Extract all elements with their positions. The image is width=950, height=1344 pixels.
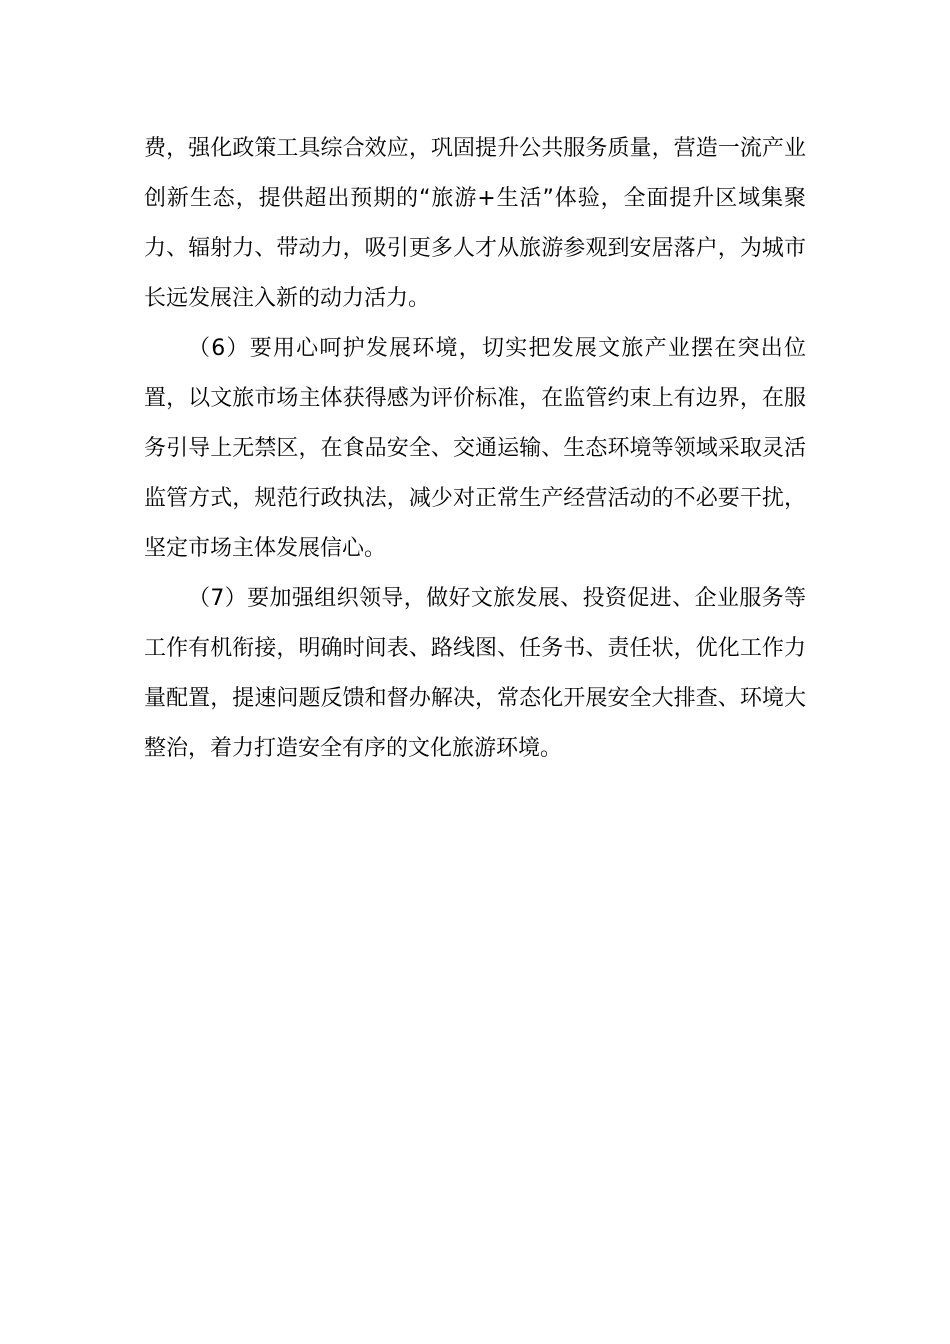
document-body (144, 124, 806, 774)
paragraph-item-7: （7）要加强组织领导，做好文旅发展、投资促进、企业服务等工作有机衔接，明确时间表、路线图、任务书、责任状，优化工作力量配置，提速问题反馈和督办解决，常态化开展安全大排查、环境大整治，着力打造安全有序的文化旅游环境。 (144, 586, 806, 761)
paragraph-item-6: （6）要用心呵护发展环境，切实把发展文旅产业摆在突出位置，以文旅市场主体获得感为评价标准，在监管约束上有边界，在服务引导上无禁区，在食品安全、交通运输、生态环境等领域采取灵活监管方式，规范行政执法，减少对正常生产经营活动的不必要干扰，坚定市场主体发展信心。 (144, 336, 806, 561)
paragraph-continuation: 费，强化政策工具综合效应，巩固提升公共服务质量，营造一流产业创新生态，提供超出预期的“旅游+生活”体验，全面提升区域集聚力、辐射力、带动力，吸引更多人才从旅游参观到安居落户，为城市长远发展注入新的动力活力。 (144, 136, 806, 311)
